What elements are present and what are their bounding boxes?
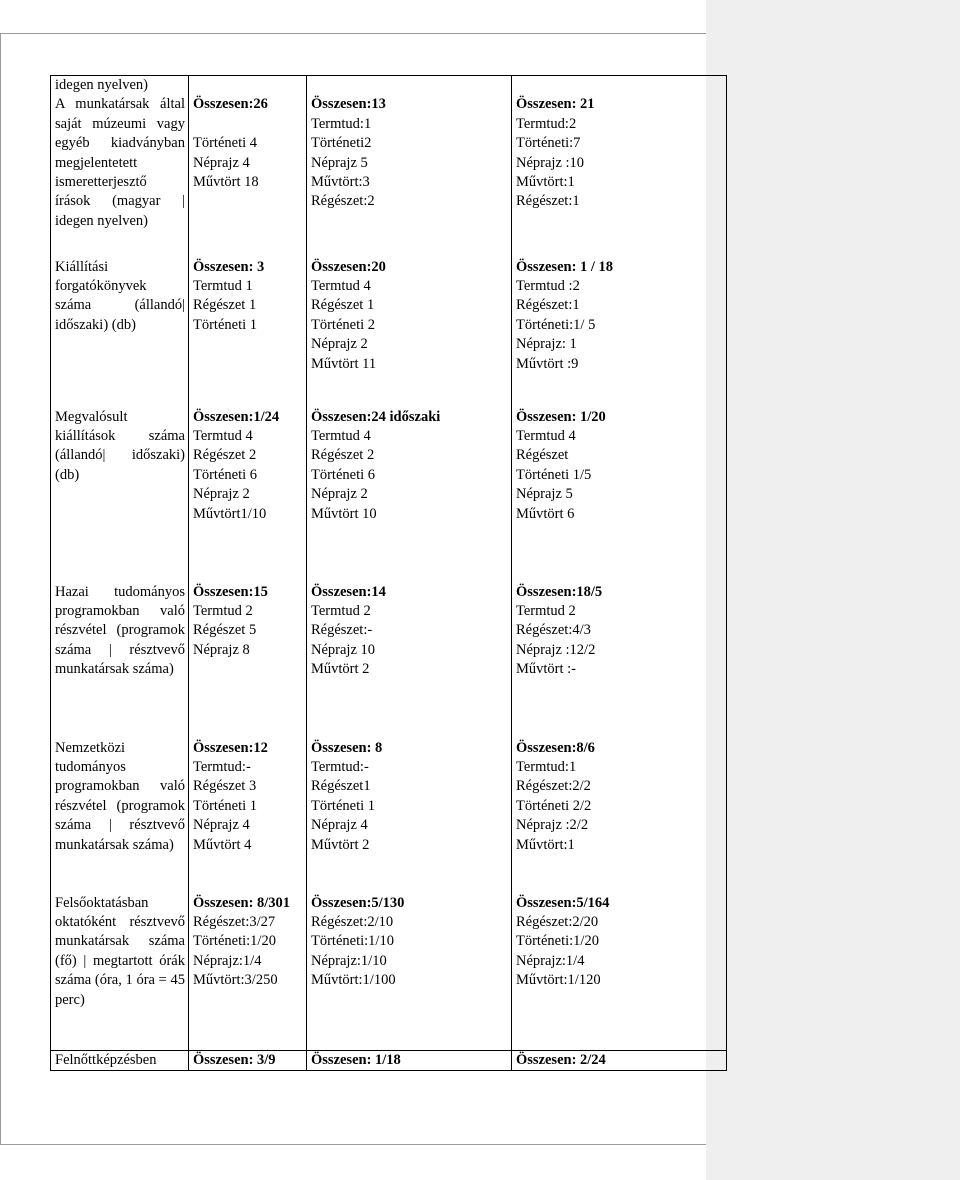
cell-line: Termtud:2	[516, 115, 577, 132]
data-cell	[307, 1051, 512, 1071]
cell-total: Összesen:12	[193, 739, 268, 756]
cell-total: Összesen: 2/24	[516, 1052, 606, 1068]
cell-line: Néprajz 4	[193, 817, 250, 834]
cell-line: Történeti 1	[311, 797, 376, 814]
data-cell	[512, 258, 727, 408]
row-label-text: Megvalósult kiállítások száma (állandó| időszaki) (db)	[55, 408, 185, 483]
data-cell	[189, 76, 307, 258]
cell-line: Történeti 1/5	[516, 466, 592, 483]
cell-total: Összesen: 1/20	[516, 408, 606, 425]
cell-line: Történeti:1/20	[516, 933, 599, 950]
cell-line: Régészet 1	[193, 297, 257, 314]
cell-line: Régészet:2/2	[516, 778, 591, 795]
cell-line: Régészet	[516, 447, 569, 464]
data-cell	[512, 894, 727, 1051]
cell-total: Összesen: 8/301	[193, 894, 291, 911]
data-cell	[189, 1051, 307, 1071]
cell-line: Régészet:1	[516, 297, 580, 314]
statistics-table	[50, 75, 727, 1071]
comment-pane	[706, 0, 960, 1180]
row-label	[51, 894, 189, 1051]
cell-line: Termtud 2	[311, 602, 371, 619]
cell-total: Összesen:1/24	[193, 408, 280, 425]
data-cell	[512, 739, 727, 894]
cell-total: Összesen:5/164	[516, 894, 610, 911]
cell-line: Történeti2	[311, 135, 372, 152]
cell-line: Régészet 2	[311, 447, 375, 464]
cell-line: Termtud 4	[311, 277, 371, 294]
cell-total: Összesen: 3	[193, 258, 265, 275]
cell-line: Néprajz: 1	[516, 336, 577, 353]
table-row	[51, 76, 727, 258]
row-label	[51, 1051, 189, 1071]
row-label-text: Felsőoktatásban oktatóként résztvevő munkatársak száma (fő) | megtartott órák száma (óra, 1 óra = 45 perc)	[55, 894, 185, 1008]
cell-line: Művtört 11	[311, 355, 377, 372]
cell-line: Régészet:3/27	[193, 913, 276, 930]
row-label-text: Felnőttképzésben	[55, 1052, 157, 1068]
cell-line: Régészet1	[311, 778, 371, 795]
cell-total: Összesen: 1/18	[311, 1052, 401, 1068]
table-row	[51, 408, 727, 583]
cell-line: Régészet:1	[516, 193, 580, 210]
table-row	[51, 583, 727, 739]
cell-total: Összesen:13	[311, 96, 386, 113]
row-label	[51, 739, 189, 894]
cell-line: Történeti 4	[193, 135, 258, 152]
cell-line: Régészet:2	[311, 193, 375, 210]
cell-line: Néprajz 5	[516, 486, 573, 503]
data-cell	[512, 583, 727, 739]
cell-line: Régészet 5	[193, 622, 257, 639]
cell-line: Művtört 4	[193, 836, 252, 853]
cell-line: Néprajz 4	[311, 817, 368, 834]
data-cell	[189, 583, 307, 739]
cell-line: Néprajz :2/2	[516, 817, 589, 834]
data-cell	[307, 258, 512, 408]
data-cell	[307, 583, 512, 739]
cell-line: Művtört1/10	[193, 505, 267, 522]
data-cell	[189, 739, 307, 894]
row-label	[51, 258, 189, 408]
cell-line: Művtört 6	[516, 505, 575, 522]
cell-line: Néprajz:1/4	[193, 952, 262, 969]
cell-total: Összesen:20	[311, 258, 386, 275]
data-cell	[307, 76, 512, 258]
row-label-text: Kiállítási forgatókönyvek száma (állandó| időszaki) (db)	[55, 258, 185, 333]
cell-line: Művtört :9	[516, 355, 579, 372]
cell-line: Történeti:7	[516, 135, 581, 152]
cell-line: Termtud 2	[193, 602, 253, 619]
cell-total: Összesen: 21	[516, 96, 595, 113]
cell-line: Történeti 2	[311, 316, 376, 333]
row-label-text: A munkatársak által saját múzeumi vagy egyéb kiadványban megjelentetett ismeretterjesztő írások (magyar | idegen nyelven)	[55, 96, 185, 229]
table-row	[51, 894, 727, 1051]
cell-line: Termtud:-	[311, 758, 369, 775]
cell-line: Néprajz 2	[311, 486, 368, 503]
cell-line: Néprajz 10	[311, 641, 376, 658]
cell-total: Összesen:24 időszaki	[311, 408, 441, 425]
row-label-text: Hazai tudományos programokban való részvétel (programok száma | résztvevő munkatársak száma)	[55, 583, 185, 678]
cell-total: Összesen: 1 / 18	[516, 258, 614, 275]
cell-line: Történeti:1/20	[193, 933, 276, 950]
cell-line: Művtört:1/100	[311, 972, 396, 989]
table-row	[51, 258, 727, 408]
cell-line: Néprajz 5	[311, 154, 368, 171]
cell-total: Összesen: 8	[311, 739, 383, 756]
cell-line: Régészet 3	[193, 778, 257, 795]
cell-line: Művtört 18	[193, 174, 259, 190]
data-cell	[189, 258, 307, 408]
cell-line: Néprajz:1/10	[311, 952, 387, 969]
table-row	[51, 1051, 727, 1071]
cell-line: Művtört:1	[516, 836, 575, 853]
row-label-text: idegen nyelven)	[55, 77, 149, 93]
row-label	[51, 408, 189, 583]
cell-line: Történeti:1/ 5	[516, 316, 596, 333]
cell-line: Termtud 2	[516, 602, 576, 619]
cell-total: Összesen:26	[193, 96, 268, 113]
cell-line: Régészet 1	[311, 297, 375, 314]
data-cell	[189, 894, 307, 1051]
cell-line: Régészet:2/20	[516, 913, 599, 930]
cell-line: Művtört 10	[311, 505, 377, 522]
cell-line: Művtört:1	[516, 174, 575, 191]
cell-line: Termtud 4	[193, 427, 253, 444]
data-cell	[512, 1051, 727, 1071]
cell-line: Történeti 1	[193, 797, 258, 814]
cell-line: Művtört :-	[516, 661, 577, 678]
cell-line: Művtört 2	[311, 836, 370, 853]
cell-line: Régészet:4/3	[516, 622, 591, 639]
cell-line: Néprajz 2	[193, 486, 250, 503]
cell-line: Művtört:3/250	[193, 972, 278, 989]
data-cell	[307, 894, 512, 1051]
row-label	[51, 76, 189, 258]
row-label	[51, 583, 189, 739]
cell-line: Termtud:-	[193, 758, 251, 775]
cell-line: Termtud 1	[193, 277, 253, 294]
cell-line: Néprajz 2	[311, 336, 368, 353]
cell-line: Történeti:1/10	[311, 933, 394, 950]
cell-total: Összesen:15	[193, 583, 268, 600]
cell-line: Művtört:1/120	[516, 972, 601, 989]
cell-line: Néprajz :10	[516, 154, 585, 171]
cell-total: Összesen:5/130	[311, 894, 405, 911]
cell-line: Termtud 4	[516, 427, 576, 444]
cell-line: Néprajz 4	[193, 154, 250, 171]
cell-line: Néprajz :12/2	[516, 641, 596, 658]
cell-line: Művtört 2	[311, 661, 370, 678]
cell-total: Összesen: 3/9	[193, 1052, 276, 1068]
cell-line: Művtört:3	[311, 174, 370, 191]
cell-line: Régészet 2	[193, 447, 257, 464]
cell-line: Termtud 4	[311, 427, 371, 444]
data-cell	[512, 408, 727, 583]
cell-line: Néprajz 8	[193, 641, 250, 658]
data-cell	[307, 408, 512, 583]
data-cell	[189, 408, 307, 583]
cell-line: Termtud :2	[516, 277, 580, 294]
data-cell	[307, 739, 512, 894]
cell-total: Összesen:8/6	[516, 739, 595, 756]
row-label-text: Nemzetközi tudományos programokban való részvétel (programok száma | résztvevő munkatársak száma)	[55, 739, 185, 853]
cell-line: Régészet:2/10	[311, 913, 394, 930]
cell-line: Termtud:1	[516, 758, 577, 775]
cell-line: Történeti 6	[311, 466, 376, 483]
cell-line: Történeti 6	[193, 466, 258, 483]
cell-total: Összesen:14	[311, 583, 386, 600]
cell-total: Összesen:18/5	[516, 583, 603, 600]
cell-line: Néprajz:1/4	[516, 952, 585, 969]
cell-line: Történeti 2/2	[516, 797, 592, 814]
cell-line: Termtud:1	[311, 115, 372, 132]
cell-line: Történeti 1	[193, 316, 258, 333]
cell-line: Régészet:-	[311, 622, 373, 639]
table-row	[51, 739, 727, 894]
data-cell	[512, 76, 727, 258]
